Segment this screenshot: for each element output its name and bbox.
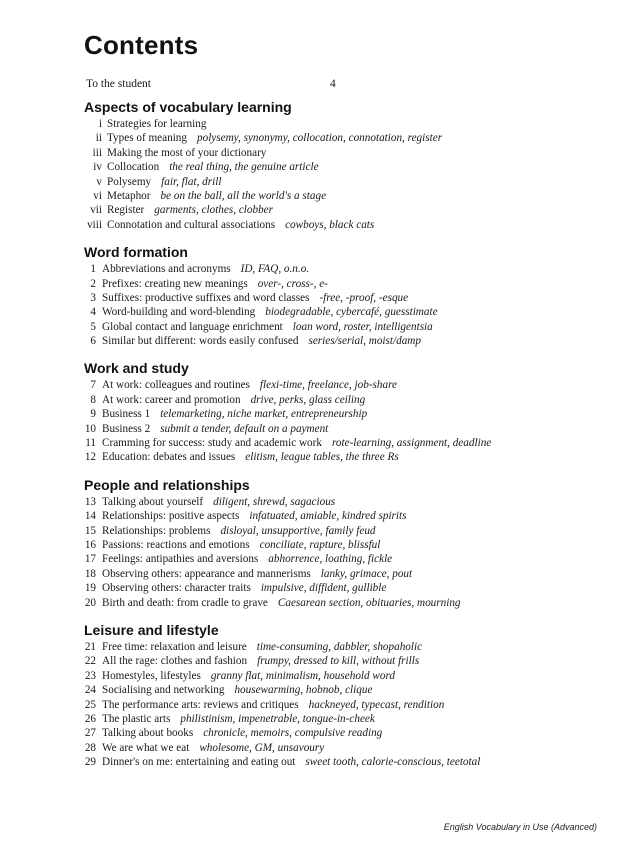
unit-number: 9 (90, 408, 96, 421)
unit-examples: infatuated, amiable, kindred spirits (249, 510, 407, 523)
page-title: Contents (84, 30, 199, 60)
toc-entry[interactable] (84, 581, 604, 595)
unit-examples: fair, flat, drill (161, 175, 222, 188)
unit-examples: philistinism, impenetrable, tongue-in-cheek (180, 712, 375, 725)
section-heading: Work and study (84, 360, 189, 377)
unit-number: 10 (84, 422, 96, 435)
unit-title: Polysemy (107, 175, 152, 188)
unit-number: 7 (90, 379, 96, 392)
unit-examples: diligent, shrewd, sagacious (213, 495, 336, 508)
unit-title: The plastic arts (102, 712, 171, 725)
unit-examples: ID, FAQ, o.n.o. (240, 263, 310, 276)
unit-examples: conciliate, rapture, blissful (259, 538, 381, 551)
unit-examples: wholesome, GM, unsavoury (199, 741, 325, 754)
toc-entry[interactable] (84, 393, 604, 407)
unit-number: iii (92, 146, 102, 159)
unit-number: 14 (84, 510, 96, 523)
unit-number: 15 (84, 524, 96, 537)
unit-number: 26 (84, 712, 96, 725)
toc-entry[interactable] (84, 305, 604, 319)
unit-number: ii (95, 132, 102, 145)
unit-number: 6 (90, 335, 96, 348)
unit-title: At work: colleagues and routines (102, 379, 250, 392)
unit-examples: housewarming, hobnob, clique (234, 684, 373, 697)
unit-examples: impulsive, diffident, gullible (260, 582, 387, 595)
toc-entry[interactable] (84, 509, 604, 523)
toc-entry[interactable] (84, 189, 604, 203)
unit-title: Prefixes: creating new meanings (102, 277, 248, 290)
toc-section (84, 359, 604, 464)
toc-entry[interactable] (84, 160, 604, 174)
unit-title: Types of meaning (107, 132, 187, 145)
toc-entry[interactable] (84, 726, 604, 740)
unit-examples: granny flat, minimalism, household word (210, 669, 395, 682)
unit-title: Similar but different: words easily confused (102, 335, 299, 348)
unit-number: 22 (84, 655, 96, 668)
unit-examples: cowboys, black cats (285, 218, 375, 231)
unit-number: 27 (84, 727, 96, 740)
section-heading: Leisure and lifestyle (84, 621, 219, 638)
unit-title: Business 2 (102, 422, 151, 435)
unit-examples: time-consuming, dabbler, shopaholic (256, 640, 423, 653)
toc-entry[interactable] (84, 334, 604, 348)
unit-number: iv (93, 161, 102, 174)
toc-entry[interactable] (84, 596, 604, 610)
unit-title: Passions: reactions and emotions (102, 538, 250, 551)
unit-examples: loan word, roster, intelligentsia (292, 320, 433, 333)
unit-number: 28 (84, 741, 96, 754)
unit-examples: frumpy, dressed to kill, without frills (257, 655, 420, 668)
unit-title: Dinner's on me: entertaining and eating out (102, 756, 296, 769)
unit-title: Education: debates and issues (102, 451, 236, 464)
unit-title: Word-building and word-blending (102, 306, 256, 319)
unit-title: Observing others: character traits (102, 582, 251, 595)
unit-number: 25 (84, 698, 96, 711)
toc-section (84, 98, 604, 232)
toc-entry[interactable] (84, 218, 604, 232)
toc-entry[interactable] (84, 117, 604, 131)
unit-examples: flexi-time, freelance, job-share (259, 379, 397, 392)
unit-number: 29 (84, 756, 96, 769)
unit-number: 16 (84, 538, 96, 551)
unit-title: Collocation (107, 161, 160, 174)
intro-label: To the student (86, 78, 151, 90)
unit-number: 1 (90, 263, 96, 276)
unit-title: Socialising and networking (102, 684, 225, 697)
toc-entry[interactable] (84, 741, 604, 755)
toc-entry[interactable] (84, 755, 604, 769)
unit-examples: disloyal, unsupportive, family feud (220, 524, 376, 537)
section-heading: Aspects of vocabulary learning (84, 99, 292, 115)
unit-number: v (96, 175, 102, 188)
toc-section (84, 621, 604, 770)
unit-title: Relationships: positive aspects (102, 510, 240, 523)
unit-examples: over-, cross-, e- (257, 277, 328, 290)
footer-book-title: English Vocabulary in Use (Advanced) (443, 822, 597, 832)
unit-title: Feelings: antipathies and aversions (102, 553, 259, 566)
unit-title: Observing others: appearance and mannerisms (102, 567, 311, 580)
toc-entry[interactable] (84, 698, 604, 712)
unit-title: Abbreviations and acronyms (102, 263, 231, 276)
unit-examples: garments, clothes, clobber (154, 204, 273, 217)
toc-entry[interactable] (84, 640, 604, 654)
toc-entry[interactable] (84, 450, 604, 464)
unit-title: The performance arts: reviews and critiques (102, 698, 299, 711)
toc-entry[interactable] (84, 669, 604, 683)
toc-section (84, 476, 604, 610)
unit-examples: lanky, grimace, pout (320, 567, 413, 580)
toc-entry[interactable] (84, 524, 604, 538)
unit-examples: hackneyed, typecast, rendition (308, 698, 445, 711)
unit-examples: chronicle, memoirs, compulsive reading (203, 727, 383, 740)
unit-number: 3 (90, 291, 96, 304)
unit-number: viii (87, 218, 102, 231)
unit-number: 11 (85, 437, 96, 450)
unit-examples: the real thing, the genuine article (169, 161, 319, 174)
unit-number: 20 (84, 596, 96, 609)
toc-entry[interactable] (84, 422, 604, 436)
unit-number: i (98, 118, 102, 130)
unit-examples: abhorrence, loathing, fickle (268, 553, 393, 566)
toc-entry[interactable] (84, 146, 604, 160)
unit-examples: be on the ball, all the world's a stage (160, 189, 327, 202)
unit-title: Global contact and language enrichment (102, 320, 283, 333)
unit-examples: sweet tooth, calorie-conscious, teetotal (305, 756, 481, 769)
toc-section (84, 243, 604, 348)
toc-entry[interactable] (84, 277, 604, 291)
unit-title: At work: career and promotion (102, 393, 241, 406)
unit-number: 19 (84, 582, 96, 595)
toc-entry[interactable] (84, 436, 604, 450)
unit-title: Making the most of your dictionary (107, 146, 267, 159)
intro-page-number: 4 (330, 78, 336, 90)
table-of-contents (84, 98, 604, 780)
unit-number: 17 (84, 553, 96, 566)
unit-number: 12 (84, 451, 96, 464)
toc-entry[interactable] (84, 291, 604, 305)
toc-entry[interactable] (84, 567, 604, 581)
toc-entry[interactable] (84, 407, 604, 421)
toc-entry[interactable] (84, 654, 604, 668)
unit-title: Talking about books (102, 727, 194, 740)
unit-examples: biodegradable, cybercafé, guesstimate (265, 306, 438, 319)
toc-entry[interactable] (84, 320, 604, 334)
unit-number: 21 (84, 640, 96, 653)
unit-examples: submit a tender, default on a payment (160, 422, 329, 435)
unit-number: 5 (90, 320, 96, 333)
unit-examples: rote-learning, assignment, deadline (331, 437, 492, 450)
toc-entry[interactable] (84, 538, 604, 552)
toc-entry[interactable] (84, 175, 604, 189)
unit-examples: telemarketing, niche market, entrepreneurship (160, 408, 368, 421)
toc-entry[interactable] (84, 203, 604, 217)
unit-title: Suffixes: productive suffixes and word classes (102, 291, 310, 304)
unit-number: 13 (84, 495, 96, 508)
toc-entry[interactable] (84, 378, 604, 392)
unit-title: Strategies for learning (107, 118, 207, 130)
unit-number: vii (90, 204, 102, 217)
unit-number: 18 (84, 567, 96, 580)
unit-title: Cramming for success: study and academic work (102, 437, 322, 450)
toc-entry[interactable] (84, 262, 604, 276)
intro-entry[interactable] (86, 78, 336, 90)
unit-title: All the rage: clothes and fashion (102, 655, 248, 668)
toc-entry[interactable] (84, 495, 604, 509)
toc-entry[interactable] (84, 683, 604, 697)
unit-examples: elitism, league tables, the three Rs (245, 451, 399, 464)
unit-examples: series/serial, moist/damp (308, 335, 421, 348)
unit-title: Relationships: problems (102, 524, 211, 537)
unit-examples: drive, perks, glass ceiling (250, 393, 366, 406)
unit-number: 8 (90, 393, 96, 406)
unit-number: 4 (90, 306, 96, 319)
unit-title: Connotation and cultural associations (107, 218, 276, 231)
toc-entry[interactable] (84, 131, 604, 145)
toc-entry[interactable] (84, 712, 604, 726)
unit-number: 23 (84, 669, 96, 682)
section-heading: People and relationships (84, 476, 250, 493)
unit-examples: -free, -proof, -esque (319, 291, 409, 304)
unit-title: Metaphor (107, 189, 151, 202)
unit-title: Talking about yourself (102, 495, 204, 508)
unit-title: Business 1 (102, 408, 151, 421)
toc-entry[interactable] (84, 552, 604, 566)
unit-examples: polysemy, synonymy, collocation, connotation, register (197, 132, 443, 145)
unit-title: Register (107, 204, 145, 217)
unit-number: 2 (90, 277, 96, 290)
unit-title: We are what we eat (102, 741, 190, 754)
unit-title: Birth and death: from cradle to grave (102, 596, 268, 609)
unit-number: 24 (84, 684, 96, 697)
unit-title: Homestyles, lifestyles (102, 669, 201, 682)
unit-examples: Caesarean section, obituaries, mourning (277, 596, 461, 609)
unit-number: vi (93, 189, 102, 202)
unit-title: Free time: relaxation and leisure (102, 640, 247, 653)
section-heading: Word formation (84, 244, 188, 261)
